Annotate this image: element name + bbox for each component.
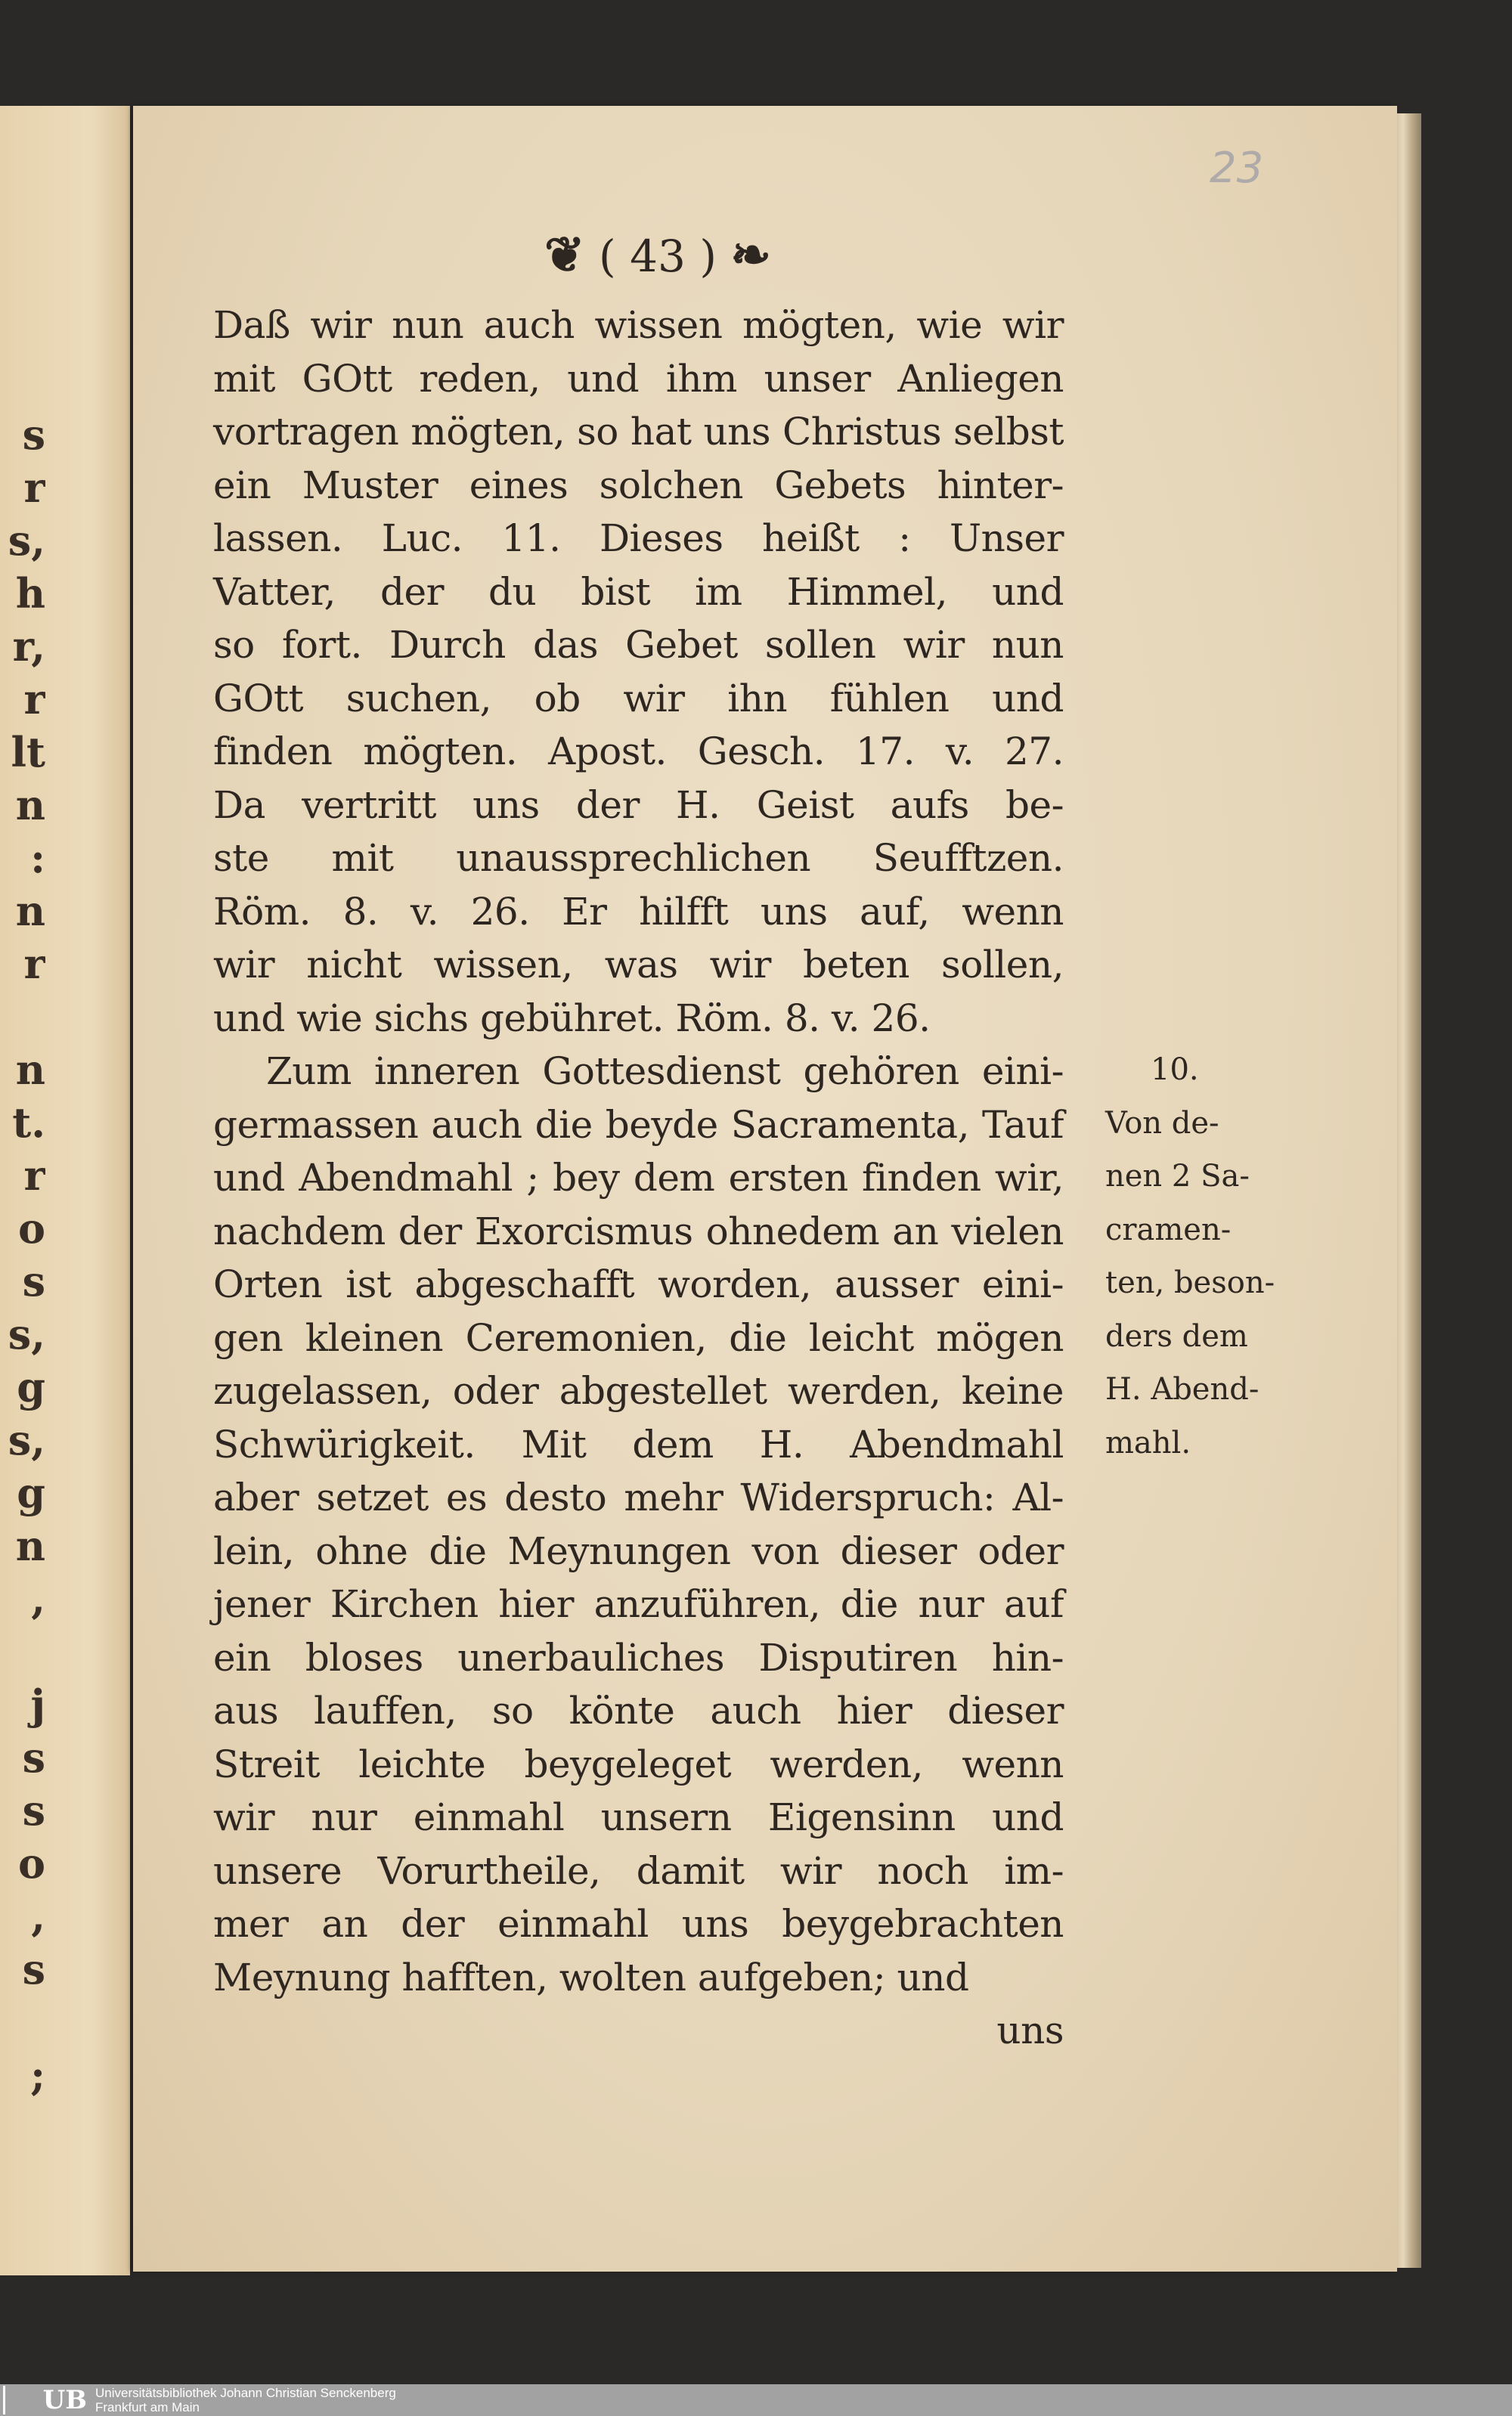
text-line: Meynung hafften, wolten aufgeben; und — [213, 1955, 969, 1999]
text-line: so fort. Durch das Gebet sollen wir nun — [213, 623, 1064, 667]
left-page-fragment — [0, 1625, 45, 1678]
left-page-fragment: , — [31, 1892, 45, 1941]
left-page-fragment: o — [17, 1839, 45, 1888]
text-line: ste mit unaussprechlichen Seufftzen. — [213, 836, 1064, 880]
left-page-fragment: s — [22, 1786, 45, 1835]
text-line: nachdem der Exorcismus ohnedem an vielen — [213, 1209, 1064, 1253]
marginal-note-line: mahl. — [1105, 1425, 1191, 1460]
left-page-fragment: r — [23, 1151, 45, 1200]
institution-location: Frankfurt am Main — [95, 2400, 200, 2414]
text-line: Streit leichte beygeleget werden, wenn — [213, 1742, 1064, 1786]
left-page-fragment: r, — [12, 622, 45, 671]
left-page-fragment: , — [31, 1575, 45, 1623]
text-line: Orten ist abgeschafft worden, ausser eini- — [213, 1262, 1064, 1306]
marginal-note-line: 10. — [1151, 1052, 1199, 1087]
page-header — [484, 227, 832, 283]
text-line: ein bloses unerbauliches Disputiren hin- — [213, 1635, 1064, 1680]
left-page-fragment: r — [23, 675, 45, 723]
text-line: aus lauffen, so könte auch hier dieser — [213, 1689, 1064, 1733]
text-line: aber setzet es desto mehr Widerspruch: Al- — [213, 1476, 1064, 1519]
left-page-fragment: n — [15, 781, 45, 829]
text-line: Vatter, der du bist im Himmel, und — [213, 569, 1064, 614]
left-page-fragment: j — [30, 1680, 45, 1729]
left-page-fragment: s — [22, 1945, 45, 1993]
page-number: ( 43 ) — [599, 231, 717, 282]
text-line: vortragen mögten, so hat uns Christus selbst — [213, 410, 1064, 454]
marginal-note-line: nen 2 Sa- — [1105, 1159, 1250, 1194]
left-page-fragment: s, — [8, 516, 45, 565]
text-line: Da vertritt uns der H. Geist aufs be- — [213, 782, 1064, 827]
marginal-note-line: cramen- — [1105, 1212, 1232, 1247]
left-page-fragment: o — [17, 1204, 45, 1253]
left-page-fragment: n — [15, 887, 45, 935]
text-line: zugelassen, oder abgestellet werden, keine — [213, 1369, 1064, 1413]
catchword: uns — [996, 2009, 1064, 2052]
marginal-note — [1105, 1043, 1275, 1470]
left-page-fragment: r — [23, 463, 45, 512]
left-page-fragment: s, — [8, 1310, 45, 1358]
text-line: gen kleinen Ceremonien, die leicht mögen — [213, 1315, 1064, 1360]
text-line: ein Muster eines solchen Gebets hinter- — [213, 463, 1064, 507]
left-page-fragment: s — [22, 1257, 45, 1306]
text-line: finden mögten. Apost. Gesch. 17. v. 27. — [213, 729, 1064, 773]
marginal-note-line: ders dem — [1105, 1318, 1248, 1354]
ornament-right-icon: ❧ — [730, 227, 772, 283]
text-line: mer an der einmahl uns beygebrachten — [213, 1902, 1064, 1946]
left-page-fragment: g — [17, 1469, 45, 1517]
text-line: wir nicht wissen, was wir beten sollen, — [213, 943, 1064, 987]
footer-bar — [0, 2384, 1512, 2416]
text-line: und wie sichs gebühret. Röm. 8. v. 26. — [213, 996, 931, 1040]
left-page-fragment — [0, 1996, 45, 2049]
left-page-fragment: t. — [12, 1098, 45, 1147]
left-page-fragment: h — [15, 569, 45, 618]
main-text — [213, 299, 1064, 2058]
text-line: Daß wir nun auch wissen mögten, wie wir — [213, 303, 1064, 347]
left-page-fragment: n — [15, 1522, 45, 1570]
text-line: und Abendmahl ; bey dem ersten finden wir, — [213, 1156, 1064, 1200]
text-line: GOtt suchen, ob wir ihn fühlen und — [213, 676, 1064, 720]
marginal-note-line: ten, beson- — [1105, 1265, 1275, 1300]
left-page-fragment: s — [22, 1733, 45, 1782]
text-line: jener Kirchen hier anzuführen, die nur auf — [213, 1582, 1064, 1626]
left-page-fragment: lt — [11, 728, 45, 776]
left-page-fragment: : — [30, 834, 45, 882]
left-page-fragment: s — [22, 410, 45, 459]
left-page-fragment: g — [17, 1363, 45, 1411]
ub-logo: UB — [3, 2386, 90, 2414]
marginal-note-line: Von de- — [1105, 1105, 1219, 1141]
left-page-fragment — [0, 990, 45, 1043]
text-line: lein, ohne die Meynungen von dieser oder — [213, 1529, 1064, 1573]
left-page — [0, 106, 130, 2275]
left-page-fragment: n — [15, 1045, 45, 1094]
text-line: Röm. 8. v. 26. Er hilfft uns auf, wenn — [213, 889, 1064, 934]
ornament-left-icon: ❦ — [544, 227, 585, 283]
left-page-fragment: s, — [8, 1416, 45, 1464]
text-line: wir nur einmahl unsern Eigensinn und — [213, 1795, 1064, 1839]
left-page-fragment: r — [23, 940, 45, 988]
pencil-folio-note: 23 — [1210, 144, 1264, 193]
left-page-text-fragments — [0, 408, 45, 2102]
text-line: mit GOtt reden, und ihm unser Anliegen — [213, 356, 1064, 401]
left-page-fragment: ; — [30, 2051, 45, 2099]
marginal-note-line: H. Abend- — [1105, 1372, 1259, 1407]
text-line: unsere Vorurtheile, damit wir noch im- — [213, 1848, 1064, 1893]
text-line: lassen. Luc. 11. Dieses heißt : Unser — [213, 516, 1064, 560]
text-line: Schwürigkeit. Mit dem H. Abendmahl — [213, 1422, 1064, 1467]
footer-text — [95, 2386, 396, 2414]
institution-name: Universitätsbibliothek Johann Christian Senckenberg — [95, 2386, 396, 2400]
text-line: germassen auch die beyde Sacramenta, Tauf — [213, 1102, 1064, 1147]
text-line: Zum inneren Gottesdienst gehören eini- — [266, 1049, 1064, 1093]
